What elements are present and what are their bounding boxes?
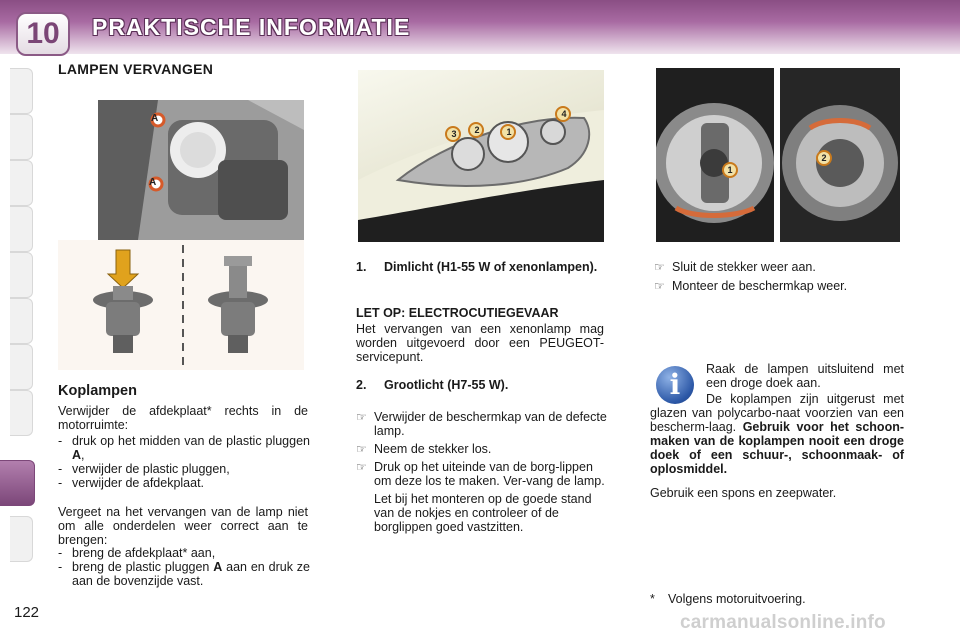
footnote-star: * [650, 592, 655, 606]
plug-label: A [213, 560, 223, 574]
left-steps-2 [58, 546, 310, 588]
footnote-text: Volgens motoruitvoering. [668, 592, 806, 606]
page-number: 122 [14, 604, 40, 621]
dash: - [58, 476, 63, 490]
step-text: breng de plastic pluggen [72, 560, 214, 574]
info-icon: i [656, 366, 694, 404]
koplampen-heading: Koplampen [58, 383, 137, 399]
chapter-tab-active[interactable] [0, 460, 35, 506]
list-item [58, 546, 310, 560]
info-text-2-bold: Gebruik voor het schoon-maken van de koplampen nooit een droge doek of een schuur-, schoonmaak- of oplosmiddel. [650, 420, 905, 476]
right-bullets [654, 260, 910, 293]
chapter-tab[interactable] [10, 252, 33, 298]
chapter-tabs [0, 68, 34, 573]
chapter-tab[interactable] [10, 68, 33, 114]
info-text-3: Gebruik een spons en zeepwater. [650, 486, 837, 500]
lamp-removal-illustration-2 [780, 68, 900, 242]
item-2 [356, 378, 606, 392]
info-text-1: Raak de lampen uitsluitend met een droge doek aan. [706, 362, 904, 390]
engine-bay-image [98, 100, 304, 240]
chapter-tab[interactable] [10, 390, 33, 436]
pointing-hand-icon: ☞ [654, 279, 665, 293]
step-tail: aan en druk ze aan de bovenzijde vast. [72, 560, 311, 588]
left-steps-1 [58, 434, 310, 490]
chapter-tab[interactable] [10, 298, 33, 344]
chapter-tab[interactable] [10, 160, 33, 206]
list-item [58, 462, 310, 476]
dash: - [58, 462, 63, 476]
page-title: PRAKTISCHE INFORMATIE [92, 14, 411, 40]
info-text-2-regular: De koplampen zijn uitgerust met glazen van polycarbo-naat voorzien van een bescherm-laag. [650, 392, 904, 434]
item-text: Dimlicht (H1-55 W of xenonlampen). [384, 260, 598, 274]
plastic-plug-illustration [58, 240, 304, 370]
chapter-tab[interactable] [10, 516, 33, 562]
warning-title: LET OP: ELECTROCUTIEGEVAAR [356, 306, 559, 320]
item-number: 1. [356, 260, 367, 274]
watermark: carmanualsonline.info [680, 612, 886, 633]
callout-2: 2 [474, 125, 480, 135]
chapter-tab[interactable] [10, 206, 33, 252]
list-item [356, 460, 608, 488]
info-text-2 [650, 392, 904, 476]
item-1 [356, 260, 606, 274]
list-item [356, 442, 608, 456]
plastic-plug-diagram [58, 240, 304, 370]
list-item [58, 560, 310, 588]
step-tail: , [81, 448, 85, 462]
lamp-image-1 [656, 68, 774, 242]
callout-3: 3 [451, 129, 457, 139]
lamp-removal-illustration-1 [656, 68, 774, 242]
footnote [650, 592, 806, 606]
pointing-hand-icon: ☞ [654, 260, 665, 274]
callout-1: 1 [506, 127, 512, 137]
pointing-hand-icon: ☞ [356, 460, 367, 474]
callout-a-2: A [149, 177, 157, 188]
section-title: LAMPEN VERVANGEN [58, 61, 214, 77]
list-item [58, 434, 310, 462]
left-intro: Verwijder de afdekplaat* rechts in de motorruimte: [58, 404, 308, 432]
list-item [356, 410, 608, 438]
lamp-callout-1: 1 [727, 165, 733, 175]
pointing-hand-icon: ☞ [356, 442, 367, 456]
headlight-illustration [358, 70, 604, 242]
item-text: Grootlicht (H7-55 W). [384, 378, 509, 392]
bullet-text: Druk op het uiteinde van de borg-lippen om deze los te maken. Ver-vang de lamp. [374, 460, 605, 488]
plug-label: A [72, 448, 82, 462]
item-number: 2. [356, 378, 367, 392]
middle-bullets [356, 410, 608, 534]
dash: - [58, 560, 63, 574]
list-item [58, 476, 310, 490]
callout-4: 4 [561, 109, 567, 119]
step-text: druk op het midden van de plastic pluggen [72, 434, 310, 448]
lamp-image-2 [780, 68, 900, 242]
bullet-text: Verwijder de beschermkap van de defecte lamp. [374, 410, 607, 438]
step-text: breng de afdekplaat* aan, [72, 546, 216, 560]
step-text: verwijder de afdekplaat. [72, 476, 205, 490]
chapter-badge: 10 [16, 12, 70, 56]
list-item [654, 260, 910, 274]
bullet-text: Sluit de stekker weer aan. [672, 260, 816, 274]
dash: - [58, 546, 63, 560]
chapter-tab[interactable] [10, 344, 33, 390]
callout-a-1: A [151, 113, 159, 124]
bullet-text: Monteer de beschermkap weer. [672, 279, 848, 293]
list-item [654, 279, 910, 293]
lamp-callout-2: 2 [821, 153, 827, 163]
bullet-continuation: Let bij het monteren op de goede stand van de nokjes en controleer of de borglippen goed vastzitten. [374, 492, 592, 534]
pointing-hand-icon: ☞ [356, 410, 367, 424]
step-text: verwijder de plastic pluggen, [72, 462, 230, 476]
left-note: Vergeet na het vervangen van de lamp niet om alle onderdelen weer correct aan te brengen: [58, 505, 308, 547]
dash: - [58, 434, 63, 448]
bullet-text: Neem de stekker los. [374, 442, 492, 456]
warning-text: Het vervangen van een xenonlamp mag worden uitgevoerd door een PEUGEOT-servicepunt. [356, 322, 604, 364]
engine-bay-illustration [98, 100, 304, 240]
chapter-tab[interactable] [10, 114, 33, 160]
headlight-car-image [358, 70, 604, 242]
